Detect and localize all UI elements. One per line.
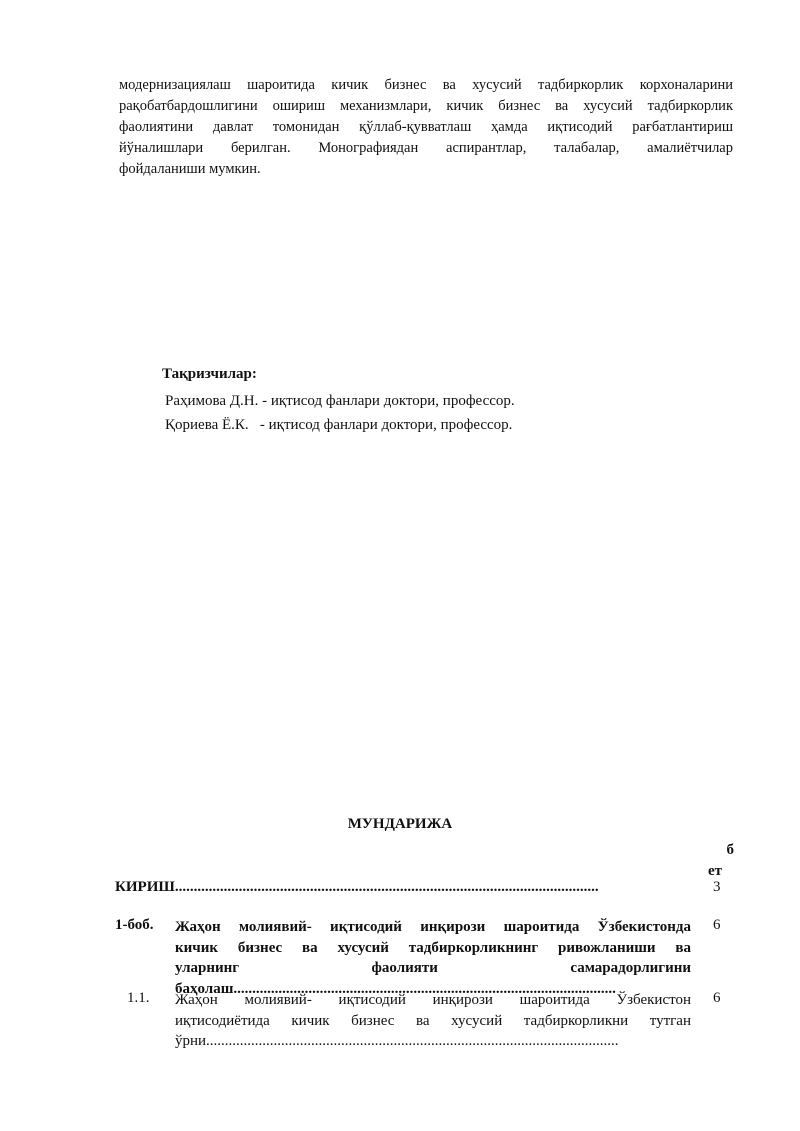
toc-page-header-line: б	[726, 842, 734, 858]
toc-title: МУНДАРИЖА	[347, 816, 453, 832]
toc-entry-line: Жаҳон молиявий- иқтисодий инқирози шароитида Ўзбекистонда	[175, 919, 691, 935]
toc-entry-line: Жаҳон молиявий- иқтисодий инқирози шароитида Ўзбекистон	[175, 992, 691, 1008]
reviewer-item: Раҳимова Д.Н. - иқтисод фанлари доктори, профессор.	[165, 393, 515, 409]
toc-page-header	[700, 840, 734, 882]
reviewers-title: Тақризчилар:	[162, 366, 257, 382]
toc-entry-line: кичик бизнес ва хусусий тадбиркорликнинг ривожланиши ва	[175, 939, 691, 956]
intro-paragraph	[119, 75, 733, 180]
reviewer-item: Қориева Ё.К. - иқтисод фанлари доктори, профессор.	[165, 417, 513, 433]
toc-entry-page: 6	[713, 990, 721, 1006]
toc-entry-text	[175, 917, 691, 999]
intro-line: фаолиятини давлат томонидан қўллаб-қувватлаш ҳамда иқтисодий рағбатлантириш	[119, 119, 733, 135]
toc-entry-line: уларнинг фаолияти самарадорлигини	[175, 960, 691, 976]
intro-line: модернизациялаш шароитида кичик бизнес ва хусусий тадбиркорлик корхоналарини	[119, 77, 733, 93]
toc-entry-page: 3	[713, 879, 721, 895]
toc-entry-number: 1.1.	[127, 990, 150, 1006]
toc-entry-number: 1-боб.	[115, 917, 154, 933]
intro-line: фойдаланиши мумкин.	[119, 161, 261, 177]
reviewers-block	[162, 366, 515, 441]
toc-entry-line: иқтисодиётида кичик бизнес ва хусусий тадбиркорликни тутган	[175, 1012, 691, 1029]
toc-entry-line: ўрни..............................................................................................................	[175, 1033, 619, 1049]
toc-entry-text	[175, 990, 691, 1052]
toc-page-header-line: ет	[707, 863, 722, 879]
intro-line: йўналишлари берилган. Монографиядан аспирантлар, талабалар, амалиётчилар	[119, 140, 733, 156]
toc-entry-page: 6	[713, 917, 721, 933]
intro-line: рақобатбардошлигини ошириш механизмлари, кичик бизнес ва хусусий тадбиркорлик	[119, 98, 733, 114]
toc-entry-label: КИРИШ.................................................................................................................	[115, 879, 599, 895]
toc-entry-line: баҳолаш......................................................................................................	[175, 980, 616, 997]
